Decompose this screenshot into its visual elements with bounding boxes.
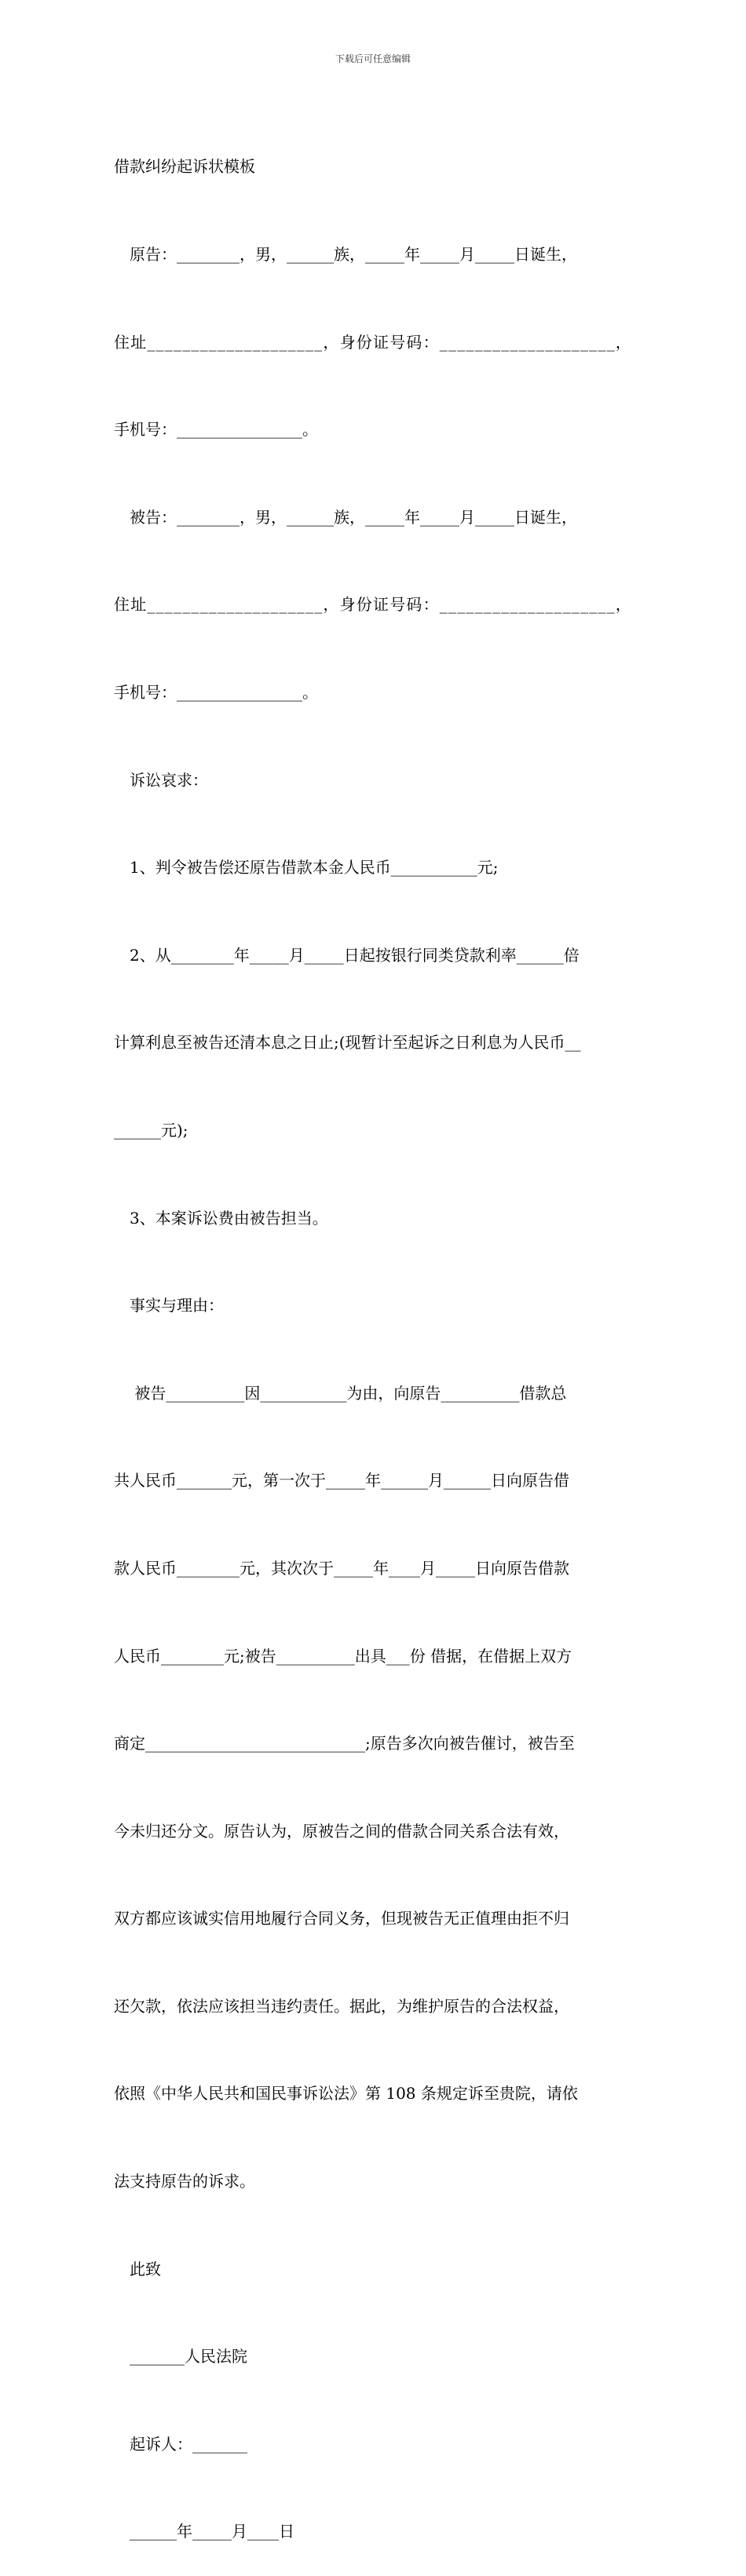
facts-paragraph-line: 双方都应该诚实信用地履行合同义务，但现被告无正值理由拒不归	[114, 1909, 569, 1928]
claim-item-2-cont: ______元);	[114, 1120, 188, 1140]
facts-paragraph-line: 款人民币________元，其次次于_____年____月_____日向原告借款	[114, 1558, 569, 1578]
document-title: 借款纠纷起诉状模板	[114, 157, 255, 177]
header-note: 下载后可任意编辑	[335, 53, 411, 64]
claim-item-2: 2、从________年_____月_____日起按银行同类贷款利率______倍	[130, 945, 580, 965]
plaintiff-phone-line: 手机号：________________。	[114, 420, 318, 440]
claim-item-2-cont: 计算利息至被告还清本息之日止;(现暂计至起诉之日利息为人民币__	[114, 1033, 581, 1053]
date-line: ______年_____月____日	[130, 2522, 294, 2541]
facts-heading: 事实与理由：	[130, 1296, 224, 1315]
salutation: 此致	[130, 2259, 161, 2279]
claim-item-1: 1、判令被告偿还原告借款本金人民币___________元;	[130, 858, 499, 878]
facts-paragraph-line: 被告__________因___________为由，向原告__________借款总	[130, 1383, 567, 1403]
facts-paragraph-line: 还欠款，依法应该担当违约责任。据此，为维护原告的合法权益，	[114, 1996, 569, 2016]
facts-paragraph-line: 商定____________________________;原告多次向被告催讨，被告至	[114, 1734, 575, 1753]
claims-heading: 诉讼哀求：	[130, 770, 208, 790]
plaintiff-address-line: 住址____________________，身份证号码：____________________，	[114, 332, 632, 352]
facts-paragraph-line: 依照《中华人民共和国民事诉讼法》第 108 条规定诉至贵院，请依	[114, 2084, 578, 2103]
court-line: _______人民法院	[130, 2347, 247, 2366]
defendant-line: 被告：________，男，______族，_____年_____月_____日诞生，	[130, 507, 577, 527]
claim-item-3: 3、本案诉讼费由被告担当。	[130, 1208, 328, 1228]
document-body	[114, 94, 638, 2576]
facts-paragraph-line: 法支持原告的诉求。	[114, 2172, 255, 2191]
defendant-phone-line: 手机号：________________。	[114, 682, 318, 702]
plaintiff-signature-line: 起诉人：_______	[130, 2434, 247, 2454]
plaintiff-line: 原告：________，男，______族，_____年_____月_____日诞生，	[130, 245, 577, 264]
defendant-address-line: 住址____________________，身份证号码：____________________，	[114, 595, 632, 615]
facts-paragraph-line: 人民币________元;被告__________出具___份 借据，在借据上双方	[114, 1646, 572, 1666]
facts-paragraph-line: 共人民币_______元，第一次于_____年______月______日向原告借	[114, 1471, 569, 1491]
facts-paragraph-line: 今未归还分文。原告认为，原被告之间的借款合同关系合法有效，	[114, 1821, 569, 1841]
